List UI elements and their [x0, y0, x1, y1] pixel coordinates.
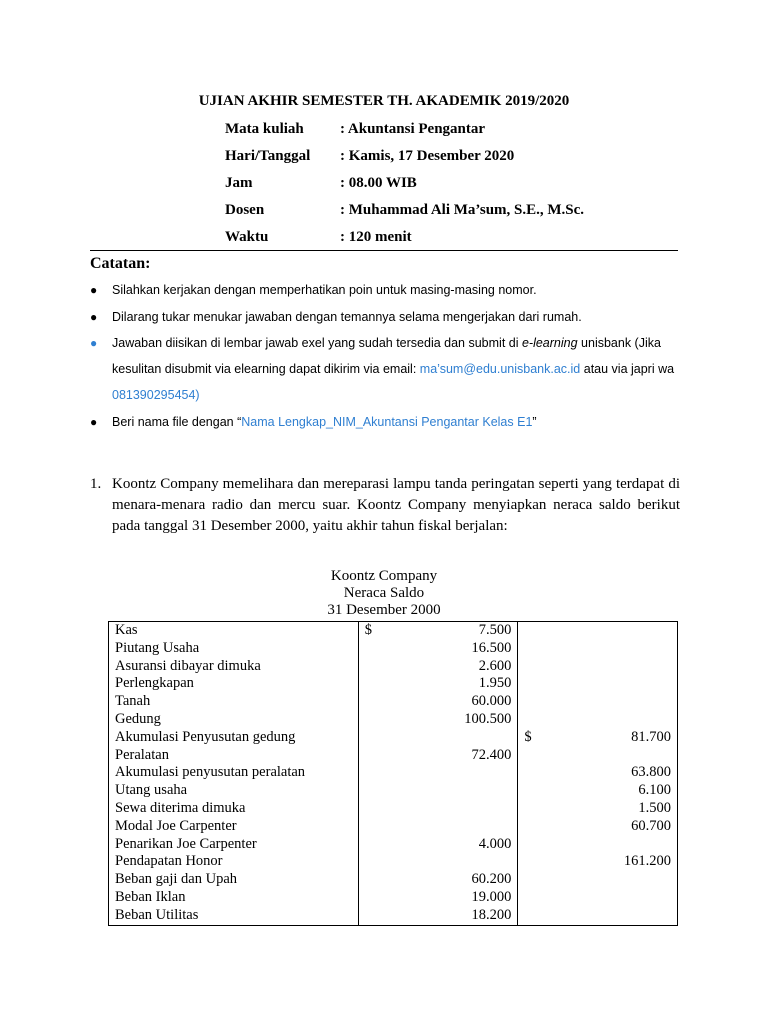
- note-text: Dilarang tukar menukar jawaban dengan temannya selama mengerjakan dari rumah.: [112, 310, 582, 324]
- debit-cell: [358, 658, 518, 676]
- account-label: Utang usaha: [115, 782, 188, 799]
- account-name-cell: [109, 747, 359, 765]
- debit-value: 60.200: [471, 871, 512, 888]
- credit-cell: [518, 640, 678, 658]
- credit-value: 161.200: [623, 853, 671, 870]
- debit-cell: [358, 675, 518, 693]
- account-name-cell: [109, 764, 359, 782]
- debit-value: 100.500: [464, 710, 512, 727]
- account-label: Kas: [115, 622, 138, 638]
- account-name: [115, 800, 352, 818]
- credit-value: 6.100: [638, 782, 671, 799]
- table-row: [109, 764, 678, 782]
- note-emphasis: e-learning: [521, 336, 578, 350]
- table-row: [109, 729, 678, 747]
- credit-cell: [518, 782, 678, 800]
- credit-value: 60.700: [631, 817, 671, 834]
- note-text: ”: [532, 415, 537, 429]
- exam-title: UJIAN AKHIR SEMESTER TH. AKADEMIK 2019/2020: [198, 93, 570, 109]
- debit-amount: [365, 871, 512, 889]
- table-row: [109, 711, 678, 729]
- note-text: Jawaban diisikan di lembar jawab exel yang sudah tersedia dan submit di: [112, 336, 522, 350]
- debit-cell: [358, 889, 518, 907]
- trial-balance-title: Neraca Saldo: [343, 585, 425, 601]
- info-row-dosen: [0, 202, 768, 224]
- debit-value: 1.950: [478, 675, 512, 692]
- file-name-format: Nama Lengkap_NIM_Akuntansi Pengantar Kelas E1: [241, 415, 533, 429]
- account-name: [115, 729, 352, 747]
- account-name-cell: [109, 818, 359, 836]
- table-row: [109, 871, 678, 889]
- debit-value: 16.500: [471, 639, 512, 656]
- account-label: Penarikan Joe Carpenter: [115, 835, 257, 852]
- trial-balance-date: 31 Desember 2000: [327, 602, 441, 618]
- debit-amount: [365, 675, 512, 693]
- note-item-2: [90, 304, 682, 330]
- info-label: Hari/Tanggal: [225, 148, 311, 164]
- account-label: Beban Iklan: [115, 888, 186, 905]
- info-value: : 120 menit: [340, 229, 412, 245]
- trial-balance-table: [108, 621, 678, 926]
- debit-value: 4.000: [478, 835, 512, 852]
- credit-cell: [518, 675, 678, 693]
- account-name: [115, 907, 352, 925]
- credit-amount: [524, 853, 671, 871]
- info-value: : Akuntansi Pengantar: [340, 121, 486, 137]
- currency-symbol: $: [524, 728, 532, 745]
- phone-link[interactable]: 081390295454): [112, 388, 200, 402]
- account-label: Gedung: [115, 710, 161, 727]
- account-label: Perlengkapan: [115, 675, 194, 692]
- account-name-cell: [109, 729, 359, 747]
- debit-cell: [358, 836, 518, 854]
- debit-cell: [358, 800, 518, 818]
- bullet-icon: ●: [90, 336, 98, 350]
- debit-value: 18.200: [471, 906, 512, 923]
- debit-cell: [358, 622, 518, 640]
- note-item-4: [90, 409, 682, 435]
- debit-cell: [358, 764, 518, 782]
- account-name: [115, 818, 352, 836]
- credit-cell: [518, 889, 678, 907]
- credit-value: 1.500: [638, 799, 671, 816]
- credit-cell: [518, 818, 678, 836]
- info-row-waktu: [0, 229, 768, 251]
- table-row: [109, 818, 678, 836]
- account-name: [115, 836, 352, 854]
- info-value: : 08.00 WIB: [340, 175, 417, 191]
- debit-amount: [365, 622, 512, 640]
- bullet-icon: ●: [90, 283, 98, 297]
- credit-cell: [518, 853, 678, 871]
- debit-value: 2.600: [478, 657, 512, 674]
- table-row: [109, 675, 678, 693]
- debit-cell: [358, 729, 518, 747]
- account-name: [115, 764, 352, 782]
- debit-amount: [365, 711, 512, 729]
- table-row: [109, 836, 678, 854]
- table-row: [109, 622, 678, 640]
- note-item-1: [90, 277, 682, 303]
- credit-cell: [518, 729, 678, 747]
- account-name: [115, 675, 352, 693]
- debit-amount: [365, 907, 512, 925]
- table-row: [109, 747, 678, 765]
- account-label: Piutang Usaha: [115, 639, 200, 656]
- note-text: unisbank (Jika kesulitan disubmit via elearning dapat dikirim via email:: [112, 336, 661, 376]
- account-name-cell: [109, 693, 359, 711]
- account-label: Tanah: [115, 693, 151, 710]
- credit-cell: [518, 800, 678, 818]
- credit-cell: [518, 871, 678, 889]
- info-label: Jam: [225, 175, 253, 191]
- info-label: Dosen: [225, 202, 265, 218]
- note-item-3: [90, 330, 682, 408]
- credit-value: 81.700: [631, 728, 671, 745]
- account-name-cell: [109, 640, 359, 658]
- credit-cell: [518, 622, 678, 640]
- account-label: Pendapatan Honor: [115, 853, 223, 870]
- table-row: [109, 782, 678, 800]
- table-row: [109, 693, 678, 711]
- account-label: Peralatan: [115, 746, 169, 763]
- account-name: [115, 782, 352, 800]
- account-name: [115, 622, 352, 640]
- info-row-hari-tanggal: [0, 148, 768, 170]
- account-name-cell: [109, 836, 359, 854]
- account-name: [115, 747, 352, 765]
- currency-symbol: $: [364, 622, 372, 638]
- debit-cell: [358, 782, 518, 800]
- info-row-mata-kuliah: [0, 121, 768, 143]
- account-name-cell: [109, 782, 359, 800]
- debit-amount: [365, 889, 512, 907]
- info-label: Mata kuliah: [225, 121, 304, 137]
- account-name: [115, 640, 352, 658]
- account-name-cell: [109, 889, 359, 907]
- credit-amount: [524, 764, 671, 782]
- debit-cell: [358, 640, 518, 658]
- table-row: [109, 889, 678, 907]
- debit-cell: [358, 907, 518, 925]
- account-name: [115, 871, 352, 889]
- header-divider: [90, 250, 678, 251]
- account-label: Akumulasi Penyusutan gedung: [115, 728, 296, 745]
- credit-cell: [518, 836, 678, 854]
- bullet-icon: ●: [90, 310, 98, 324]
- account-name: [115, 658, 352, 676]
- info-value: : Kamis, 17 Desember 2020: [340, 148, 515, 164]
- debit-cell: [358, 853, 518, 871]
- debit-cell: [358, 693, 518, 711]
- debit-cell: [358, 818, 518, 836]
- debit-cell: [358, 747, 518, 765]
- credit-cell: [518, 658, 678, 676]
- account-name-cell: [109, 800, 359, 818]
- debit-cell: [358, 711, 518, 729]
- credit-cell: [518, 907, 678, 925]
- trial-balance-company: Koontz Company: [330, 568, 438, 584]
- account-label: Sewa diterima dimuka: [115, 799, 246, 816]
- account-name-cell: [109, 907, 359, 925]
- credit-value: 63.800: [631, 764, 671, 781]
- bullet-icon: ●: [90, 415, 98, 429]
- account-name-cell: [109, 622, 359, 640]
- debit-amount: [365, 747, 512, 765]
- table-row: [109, 853, 678, 871]
- debit-amount: [365, 836, 512, 854]
- table-row: [109, 658, 678, 676]
- account-name-cell: [109, 711, 359, 729]
- debit-amount: [365, 658, 512, 676]
- credit-cell: [518, 693, 678, 711]
- account-name: [115, 693, 352, 711]
- note-text: Beri nama file dengan “: [112, 415, 242, 429]
- credit-amount: [524, 800, 671, 818]
- info-value: : Muhammad Ali Ma’sum, S.E., M.Sc.: [340, 202, 585, 218]
- credit-cell: [518, 764, 678, 782]
- debit-value: 60.000: [471, 693, 512, 710]
- notes-title: Catatan:: [90, 255, 151, 272]
- debit-amount: [365, 693, 512, 711]
- credit-cell: [518, 711, 678, 729]
- credit-amount: [524, 729, 671, 747]
- account-label: Modal Joe Carpenter: [115, 817, 237, 834]
- debit-cell: [358, 871, 518, 889]
- table-row: [109, 800, 678, 818]
- note-text: Silahkan kerjakan dengan memperhatikan poin untuk masing-masing nomor.: [112, 283, 537, 297]
- account-name: [115, 711, 352, 729]
- credit-cell: [518, 747, 678, 765]
- debit-value: 19.000: [471, 888, 512, 905]
- account-name-cell: [109, 675, 359, 693]
- debit-amount: [365, 640, 512, 658]
- note-text: atau via japri wa: [580, 362, 675, 376]
- question-text: Koontz Company memelihara dan mereparasi lampu tanda peringatan seperti yang terdapat di menara-menara radio dan mercu suar. Koontz Company menyiapkan neraca saldo berikut pada tanggal 31 Desember 2000, yaitu akhir tahun fiskal berjalan:: [112, 476, 680, 534]
- info-row-jam: [0, 175, 768, 197]
- account-label: Akumulasi penyusutan peralatan: [115, 764, 306, 781]
- info-label: Waktu: [225, 229, 269, 245]
- account-name-cell: [109, 853, 359, 871]
- debit-value: 7.500: [478, 622, 512, 638]
- table-row: [109, 907, 678, 925]
- account-name-cell: [109, 658, 359, 676]
- credit-amount: [524, 782, 671, 800]
- account-name-cell: [109, 871, 359, 889]
- account-label: Beban Utilitas: [115, 906, 199, 923]
- account-name: [115, 853, 352, 871]
- account-label: Asuransi dibayar dimuka: [115, 657, 261, 674]
- credit-amount: [524, 818, 671, 836]
- debit-value: 72.400: [471, 746, 512, 763]
- table-row: [109, 640, 678, 658]
- email-link[interactable]: ma’sum@edu.unisbank.ac.id: [419, 362, 581, 376]
- question-number: 1.: [90, 476, 102, 492]
- account-name: [115, 889, 352, 907]
- account-label: Beban gaji dan Upah: [115, 871, 238, 888]
